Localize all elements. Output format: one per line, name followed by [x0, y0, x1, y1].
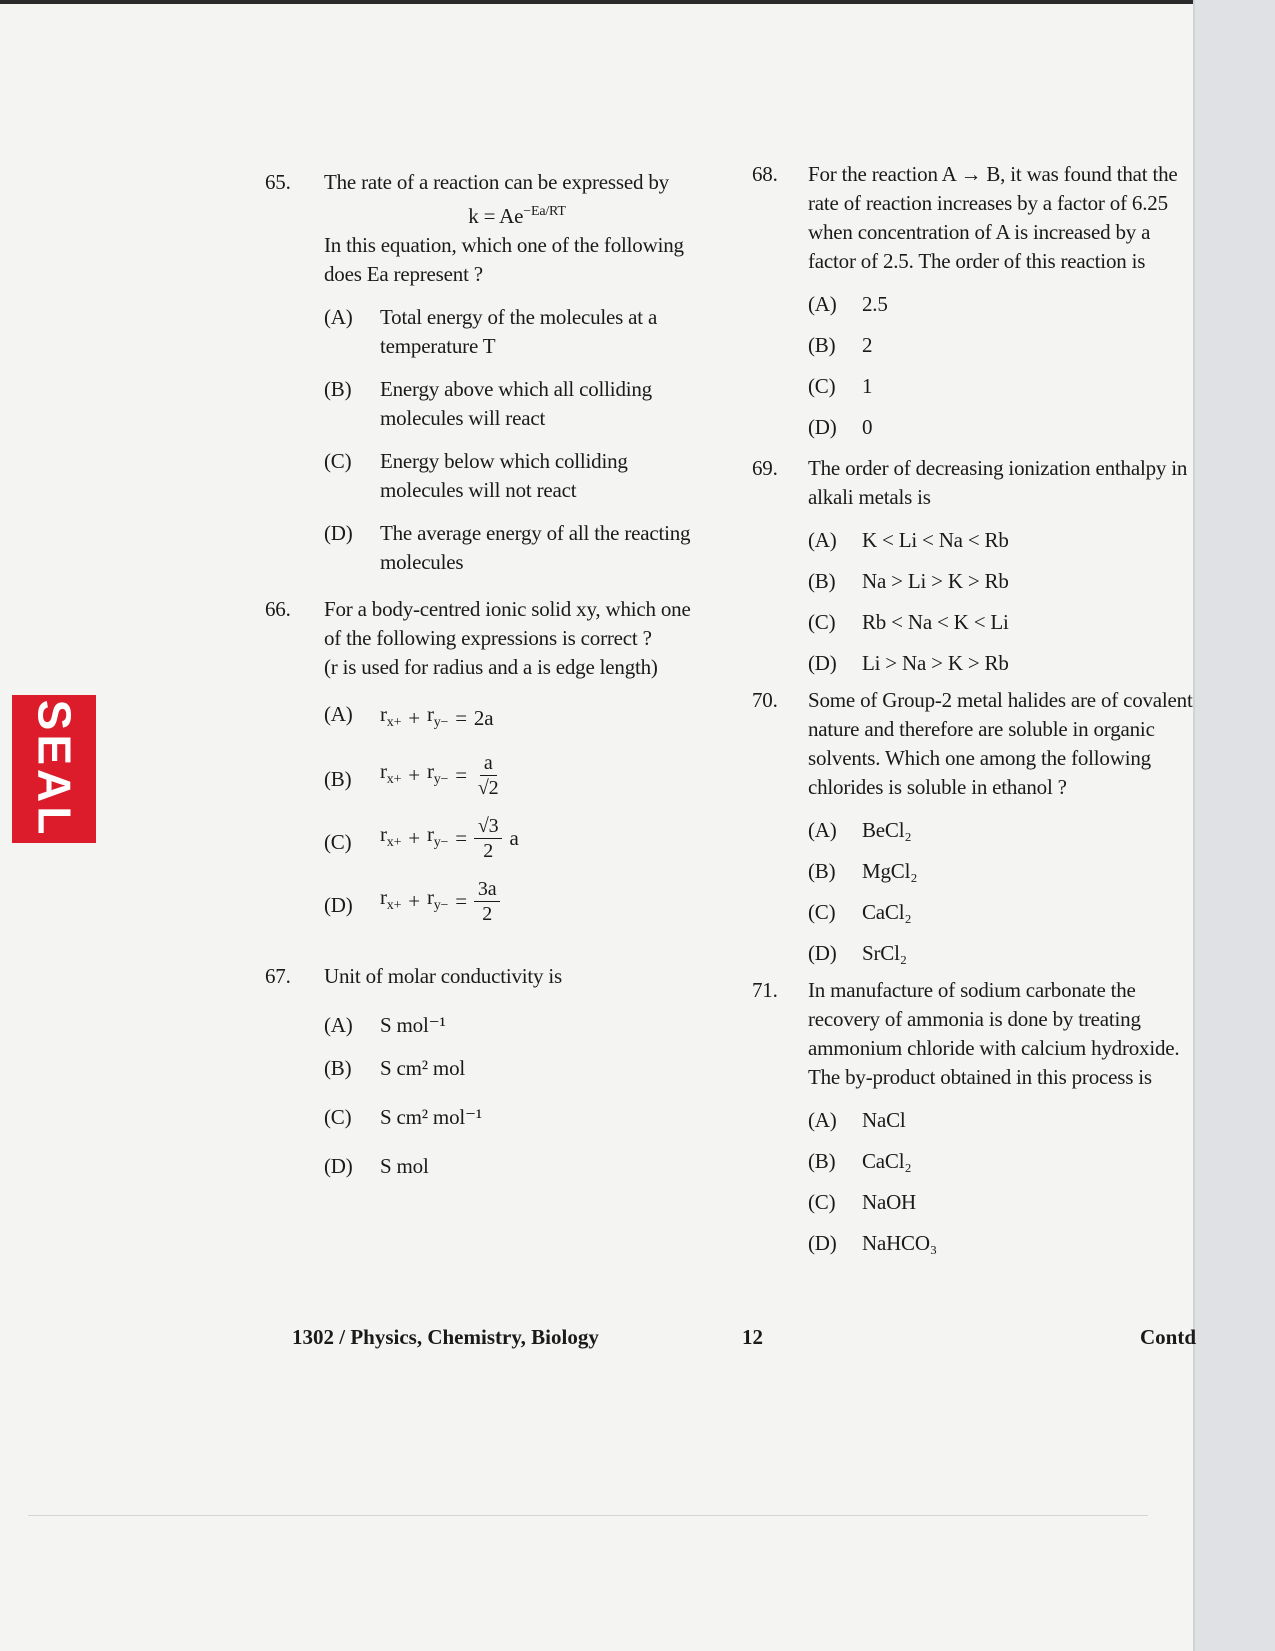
subscript-x: x+ [386, 772, 402, 788]
seal-stamp [12, 695, 96, 843]
question-text: For the reaction A → B, it was found that the rate of reaction increases by a factor of 6.25 when concentration of A is increased by a factor of 2.5. The order of this reaction is [808, 162, 1178, 273]
option-label: (D) [808, 941, 837, 965]
option-label: (D) [808, 651, 837, 675]
r-symbol: r [426, 885, 434, 910]
option-formula [380, 700, 493, 737]
option-label: (C) [324, 830, 352, 855]
option-label: (B) [808, 333, 836, 357]
option-label: (B) [324, 1056, 352, 1081]
option-label: (A) [324, 1013, 353, 1038]
subscript-y: y− [433, 898, 449, 914]
option-text: NaOH [862, 1190, 917, 1214]
option-text: S cm² mol [380, 1056, 465, 1081]
question-70 [752, 686, 1197, 968]
fraction [474, 751, 503, 800]
option-d[interactable] [808, 1229, 1197, 1258]
right-column [752, 160, 1197, 1258]
denominator: 2 [482, 903, 493, 926]
option-d[interactable] [808, 649, 1197, 678]
fold-line [28, 1515, 1148, 1516]
subscript-y: y− [433, 715, 449, 731]
equals-sign: = [455, 889, 467, 914]
r-symbol: r [426, 759, 434, 784]
option-b[interactable] [808, 1147, 1197, 1176]
r-symbol: r [380, 759, 387, 784]
option-label: (C) [808, 1190, 836, 1214]
equals-sign: = [455, 706, 467, 731]
option-b[interactable] [808, 331, 1197, 360]
option-label: (B) [324, 377, 352, 401]
footer-page-number: 12 [742, 1325, 763, 1349]
option-a[interactable] [808, 816, 1197, 845]
option-label: (D) [808, 1231, 837, 1255]
subscript-y: y− [433, 835, 449, 851]
rate-formula [324, 197, 710, 231]
option-label: (D) [324, 1154, 353, 1179]
fraction [474, 814, 503, 863]
option-text: CaCl₂ [862, 1149, 912, 1173]
subscript-x: x+ [386, 715, 402, 731]
subscript-x: x+ [386, 898, 402, 914]
plus-sign: + [408, 706, 420, 731]
plus-sign: + [408, 889, 420, 914]
question-66 [265, 595, 710, 926]
question-number: 71. [752, 978, 778, 1002]
subscript-x: x+ [386, 835, 402, 851]
option-a[interactable] [808, 290, 1197, 319]
question-67 [265, 962, 710, 1181]
option-label: (A) [808, 528, 837, 552]
left-column [265, 168, 710, 1181]
numerator: 3a [474, 877, 500, 902]
option-formula [380, 877, 500, 926]
top-edge-line [0, 0, 1195, 4]
option-label: (A) [324, 305, 353, 329]
option-label: (A) [808, 1108, 837, 1132]
option-text: 2 [862, 333, 873, 357]
question-number: 70. [752, 688, 778, 712]
option-label: (C) [324, 1105, 352, 1130]
question-text: Some of Group-2 metal halides are of covalent nature and therefore are soluble in organic solvents. Which one among the following chlorides is soluble in ethanol ? [808, 688, 1193, 799]
option-a[interactable] [808, 526, 1197, 555]
option-c[interactable] [808, 372, 1197, 401]
option-text: S mol⁻¹ [380, 1013, 446, 1038]
option-label: (A) [808, 818, 837, 842]
formula-exponent: −Ea/RT [523, 204, 566, 219]
footer-contd: Contd [1140, 1325, 1197, 1349]
option-a[interactable] [324, 1011, 710, 1040]
seal-label: SEAL [28, 699, 80, 839]
r-symbol: r [380, 822, 387, 847]
question-number: 69. [752, 456, 778, 480]
numerator: √3 [474, 814, 503, 839]
equals-sign: = [455, 826, 467, 851]
question-note: (r is used for radius and a is edge length) [324, 655, 658, 679]
plus-sign: + [408, 763, 420, 788]
r-symbol: r [426, 822, 434, 847]
option-b[interactable] [808, 857, 1197, 886]
question-text: In manufacture of sodium carbonate the recovery of ammonia is done by treating ammonium chloride with calcium hydroxide. The by-product obtained in this process is [808, 978, 1180, 1089]
option-a[interactable] [324, 700, 710, 737]
option-d[interactable] [808, 939, 1197, 968]
question-71 [752, 976, 1197, 1258]
option-text: Energy above which all colliding molecules will react [380, 377, 652, 430]
option-d[interactable] [324, 519, 710, 577]
option-text: 1 [862, 374, 873, 398]
option-label: (C) [808, 900, 836, 924]
r-symbol: r [380, 885, 387, 910]
option-text: Na > Li > K > Rb [862, 569, 1009, 593]
option-text: Rb < Na < K < Li [862, 610, 1009, 634]
option-text: NaHCO₃ [862, 1231, 937, 1255]
question-number: 65. [265, 170, 291, 194]
option-text: S mol [380, 1154, 429, 1179]
question-text: Unit of molar conductivity is [324, 964, 562, 989]
option-label: (C) [808, 610, 836, 634]
option-label: (B) [808, 569, 836, 593]
question-68 [752, 160, 1197, 442]
question-number: 68. [752, 162, 778, 186]
question-text: The order of decreasing ionization enthalpy in alkali metals is [808, 456, 1188, 509]
option-text: SrCl₂ [862, 941, 907, 965]
question-69 [752, 454, 1197, 678]
option-label: (A) [324, 702, 353, 726]
option-b[interactable] [324, 1054, 710, 1083]
denominator: 2 [483, 840, 494, 863]
subscript-y: y− [433, 772, 449, 788]
footer-paper-code: 1302 / Physics, Chemistry, Biology [292, 1325, 599, 1349]
option-label: (D) [808, 415, 837, 439]
option-label: (A) [808, 292, 837, 316]
option-b[interactable] [324, 375, 710, 433]
question-text: For a body-centred ionic solid xy, which one of the following expressions is correct ? [324, 597, 691, 650]
option-c[interactable] [324, 447, 710, 505]
option-formula [380, 814, 519, 863]
rhs-value: 2a [473, 706, 494, 731]
option-text: 2.5 [862, 292, 888, 316]
option-c[interactable] [324, 1103, 710, 1132]
option-label: (B) [324, 767, 352, 792]
r-symbol: r [380, 702, 387, 726]
suffix-a: a [509, 826, 519, 851]
option-text: NaCl [862, 1108, 906, 1132]
formula-base: k = Ae [468, 204, 524, 228]
option-text: Li > Na > K > Rb [862, 651, 1009, 675]
option-d[interactable] [324, 1152, 710, 1181]
question-number: 66. [265, 597, 291, 621]
option-c[interactable] [808, 898, 1197, 927]
option-text: Energy below which colliding molecules will not react [380, 449, 628, 502]
option-a[interactable] [808, 1106, 1197, 1135]
r-symbol: r [426, 702, 434, 726]
denominator: √2 [477, 777, 499, 800]
question-text-2: In this equation, which one of the following does Ea represent ? [324, 233, 684, 286]
option-text: 0 [862, 415, 873, 439]
question-text: The rate of a reaction can be expressed by [324, 170, 669, 194]
option-label: (D) [324, 521, 353, 545]
option-b[interactable] [808, 567, 1197, 596]
option-label: (C) [324, 449, 352, 473]
option-text: MgCl₂ [862, 859, 918, 883]
option-text: K < Li < Na < Rb [862, 528, 1009, 552]
option-label: (C) [808, 374, 836, 398]
option-label: (B) [808, 1149, 836, 1173]
fraction [474, 877, 500, 926]
option-text: S cm² mol⁻¹ [380, 1105, 482, 1130]
option-label: (D) [324, 893, 353, 918]
option-d[interactable] [324, 877, 710, 926]
option-a[interactable] [324, 303, 710, 361]
option-c[interactable] [808, 1188, 1197, 1217]
question-65 [265, 168, 710, 577]
numerator: a [480, 751, 497, 776]
option-c[interactable] [808, 608, 1197, 637]
option-label: (B) [808, 859, 836, 883]
option-formula [380, 751, 502, 800]
option-d[interactable] [808, 413, 1197, 442]
option-text: CaCl₂ [862, 900, 912, 924]
question-number: 67. [265, 964, 291, 989]
option-text: The average energy of all the reacting molecules [380, 521, 691, 574]
option-b[interactable] [324, 751, 710, 800]
equals-sign: = [455, 763, 467, 788]
plus-sign: + [408, 826, 420, 851]
option-text: BeCl₂ [862, 818, 912, 842]
option-text: Total energy of the molecules at a temperature T [380, 305, 658, 358]
option-c[interactable] [324, 814, 710, 863]
